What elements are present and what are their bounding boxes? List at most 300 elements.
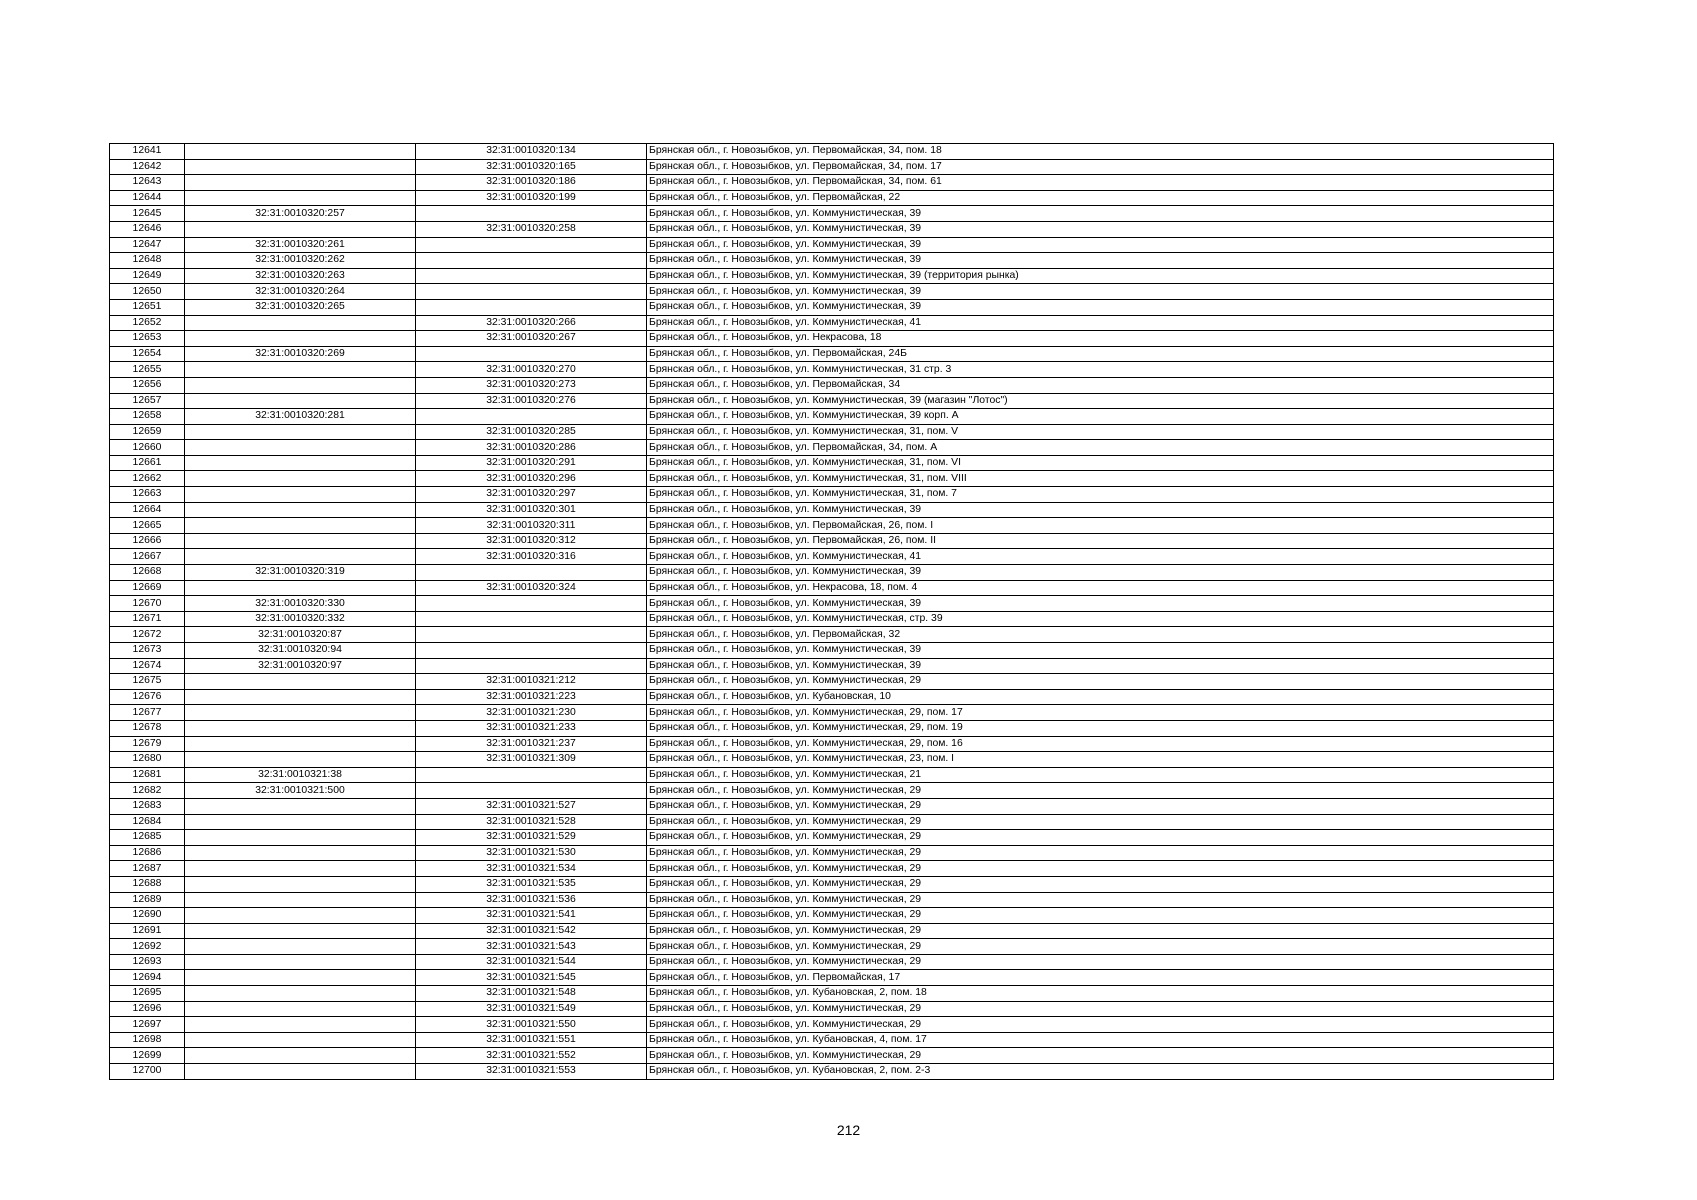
table-row xyxy=(110,1001,1554,1017)
land-cadastral-number-cell: 32:31:0010321:500 xyxy=(185,783,416,799)
row-number-cell: 12655 xyxy=(110,362,185,378)
land-cadastral-number-cell xyxy=(185,892,416,908)
land-cadastral-number-cell xyxy=(185,954,416,970)
row-number-cell: 12645 xyxy=(110,206,185,222)
table-row xyxy=(110,346,1554,362)
address-cell: Брянская обл., г. Новозыбков, ул. Коммунистическая, 29 xyxy=(647,1001,1554,1017)
building-cadastral-number-cell: 32:31:0010321:528 xyxy=(416,814,647,830)
land-cadastral-number-cell xyxy=(185,424,416,440)
row-number-cell: 12674 xyxy=(110,658,185,674)
building-cadastral-number-cell: 32:31:0010320:311 xyxy=(416,518,647,534)
table-row xyxy=(110,611,1554,627)
address-cell: Брянская обл., г. Новозыбков, ул. Коммунистическая, 41 xyxy=(647,315,1554,331)
building-cadastral-number-cell: 32:31:0010321:529 xyxy=(416,830,647,846)
table-row xyxy=(110,424,1554,440)
row-number-cell: 12675 xyxy=(110,674,185,690)
building-cadastral-number-cell: 32:31:0010320:286 xyxy=(416,440,647,456)
address-cell: Брянская обл., г. Новозыбков, ул. Первомайская, 24Б xyxy=(647,346,1554,362)
land-cadastral-number-cell: 32:31:0010320:87 xyxy=(185,627,416,643)
address-cell: Брянская обл., г. Новозыбков, ул. Коммунистическая, 29 xyxy=(647,892,1554,908)
row-number-cell: 12646 xyxy=(110,221,185,237)
address-cell: Брянская обл., г. Новозыбков, ул. Коммунистическая, 39 xyxy=(647,643,1554,659)
address-cell: Брянская обл., г. Новозыбков, ул. Кубановская, 2, пом. 18 xyxy=(647,986,1554,1002)
address-cell: Брянская обл., г. Новозыбков, ул. Первомайская, 34, пом. А xyxy=(647,440,1554,456)
table-row xyxy=(110,331,1554,347)
table-row xyxy=(110,627,1554,643)
table-row xyxy=(110,144,1554,160)
address-cell: Брянская обл., г. Новозыбков, ул. Коммунистическая, 29 xyxy=(647,814,1554,830)
row-number-cell: 12668 xyxy=(110,565,185,581)
row-number-cell: 12665 xyxy=(110,518,185,534)
row-number-cell: 12670 xyxy=(110,596,185,612)
land-cadastral-number-cell xyxy=(185,471,416,487)
building-cadastral-number-cell: 32:31:0010321:212 xyxy=(416,674,647,690)
table-row xyxy=(110,362,1554,378)
row-number-cell: 12676 xyxy=(110,689,185,705)
address-cell: Брянская обл., г. Новозыбков, ул. Коммунистическая, 29 xyxy=(647,1048,1554,1064)
land-cadastral-number-cell xyxy=(185,830,416,846)
address-cell: Брянская обл., г. Новозыбков, ул. Коммунистическая, 29 xyxy=(647,830,1554,846)
table-row xyxy=(110,471,1554,487)
row-number-cell: 12683 xyxy=(110,798,185,814)
building-cadastral-number-cell: 32:31:0010321:534 xyxy=(416,861,647,877)
table-row xyxy=(110,845,1554,861)
address-cell: Брянская обл., г. Новозыбков, ул. Коммунистическая, 29, пом. 17 xyxy=(647,705,1554,721)
address-cell: Брянская обл., г. Новозыбков, ул. Кубановская, 10 xyxy=(647,689,1554,705)
table-row xyxy=(110,549,1554,565)
land-cadastral-number-cell xyxy=(185,1001,416,1017)
land-cadastral-number-cell xyxy=(185,736,416,752)
land-cadastral-number-cell xyxy=(185,923,416,939)
table-row xyxy=(110,736,1554,752)
land-cadastral-number-cell: 32:31:0010320:262 xyxy=(185,253,416,269)
address-cell: Брянская обл., г. Новозыбков, ул. Коммунистическая, 39 xyxy=(647,299,1554,315)
building-cadastral-number-cell: 32:31:0010320:186 xyxy=(416,175,647,191)
land-cadastral-number-cell xyxy=(185,440,416,456)
land-cadastral-number-cell xyxy=(185,720,416,736)
table-row xyxy=(110,752,1554,768)
row-number-cell: 12651 xyxy=(110,299,185,315)
row-number-cell: 12695 xyxy=(110,986,185,1002)
table-row xyxy=(110,315,1554,331)
building-cadastral-number-cell xyxy=(416,596,647,612)
land-cadastral-number-cell: 32:31:0010320:281 xyxy=(185,409,416,425)
land-cadastral-number-cell: 32:31:0010320:257 xyxy=(185,206,416,222)
land-cadastral-number-cell: 32:31:0010320:319 xyxy=(185,565,416,581)
land-cadastral-number-cell: 32:31:0010320:332 xyxy=(185,611,416,627)
row-number-cell: 12642 xyxy=(110,159,185,175)
row-number-cell: 12686 xyxy=(110,845,185,861)
building-cadastral-number-cell: 32:31:0010320:270 xyxy=(416,362,647,378)
land-cadastral-number-cell xyxy=(185,674,416,690)
row-number-cell: 12688 xyxy=(110,876,185,892)
row-number-cell: 12685 xyxy=(110,830,185,846)
address-cell: Брянская обл., г. Новозыбков, ул. Коммунистическая, 39 xyxy=(647,658,1554,674)
table-row xyxy=(110,596,1554,612)
address-cell: Брянская обл., г. Новозыбков, ул. Коммунистическая, 29 xyxy=(647,954,1554,970)
table-row xyxy=(110,237,1554,253)
building-cadastral-number-cell: 32:31:0010320:296 xyxy=(416,471,647,487)
land-cadastral-number-cell xyxy=(185,970,416,986)
building-cadastral-number-cell: 32:31:0010321:550 xyxy=(416,1017,647,1033)
table-row xyxy=(110,798,1554,814)
building-cadastral-number-cell: 32:31:0010320:316 xyxy=(416,549,647,565)
building-cadastral-number-cell xyxy=(416,237,647,253)
table-row xyxy=(110,876,1554,892)
building-cadastral-number-cell: 32:31:0010320:285 xyxy=(416,424,647,440)
address-cell: Брянская обл., г. Новозыбков, ул. Коммунистическая, 21 xyxy=(647,767,1554,783)
building-cadastral-number-cell: 32:31:0010321:545 xyxy=(416,970,647,986)
address-cell: Брянская обл., г. Новозыбков, ул. Коммунистическая, 23, пом. I xyxy=(647,752,1554,768)
row-number-cell: 12694 xyxy=(110,970,185,986)
building-cadastral-number-cell: 32:31:0010320:266 xyxy=(416,315,647,331)
land-cadastral-number-cell xyxy=(185,331,416,347)
building-cadastral-number-cell: 32:31:0010320:312 xyxy=(416,533,647,549)
address-cell: Брянская обл., г. Новозыбков, ул. Коммунистическая, 29 xyxy=(647,674,1554,690)
building-cadastral-number-cell xyxy=(416,346,647,362)
address-cell: Брянская обл., г. Новозыбков, ул. Коммунистическая, 29 xyxy=(647,861,1554,877)
building-cadastral-number-cell: 32:31:0010321:530 xyxy=(416,845,647,861)
row-number-cell: 12657 xyxy=(110,393,185,409)
table-row xyxy=(110,939,1554,955)
building-cadastral-number-cell xyxy=(416,643,647,659)
table-row xyxy=(110,1032,1554,1048)
address-cell: Брянская обл., г. Новозыбков, ул. Коммунистическая, 29 xyxy=(647,1017,1554,1033)
row-number-cell: 12663 xyxy=(110,487,185,503)
land-cadastral-number-cell: 32:31:0010320:330 xyxy=(185,596,416,612)
address-cell: Брянская обл., г. Новозыбков, ул. Коммунистическая, 39 корп. А xyxy=(647,409,1554,425)
land-cadastral-number-cell xyxy=(185,814,416,830)
land-cadastral-number-cell xyxy=(185,845,416,861)
land-cadastral-number-cell xyxy=(185,876,416,892)
building-cadastral-number-cell xyxy=(416,767,647,783)
land-cadastral-number-cell xyxy=(185,580,416,596)
row-number-cell: 12653 xyxy=(110,331,185,347)
table-row xyxy=(110,190,1554,206)
address-cell: Брянская обл., г. Новозыбков, ул. Первомайская, 22 xyxy=(647,190,1554,206)
building-cadastral-number-cell: 32:31:0010321:552 xyxy=(416,1048,647,1064)
row-number-cell: 12652 xyxy=(110,315,185,331)
row-number-cell: 12669 xyxy=(110,580,185,596)
address-cell: Брянская обл., г. Новозыбков, ул. Первомайская, 26, пом. I xyxy=(647,518,1554,534)
table-row xyxy=(110,970,1554,986)
building-cadastral-number-cell xyxy=(416,284,647,300)
address-cell: Брянская обл., г. Новозыбков, ул. Первомайская, 34, пом. 17 xyxy=(647,159,1554,175)
table-row xyxy=(110,175,1554,191)
table-row xyxy=(110,299,1554,315)
row-number-cell: 12641 xyxy=(110,144,185,160)
building-cadastral-number-cell: 32:31:0010320:297 xyxy=(416,487,647,503)
land-cadastral-number-cell: 32:31:0010320:94 xyxy=(185,643,416,659)
land-cadastral-number-cell xyxy=(185,1017,416,1033)
table-row xyxy=(110,830,1554,846)
row-number-cell: 12680 xyxy=(110,752,185,768)
row-number-cell: 12693 xyxy=(110,954,185,970)
row-number-cell: 12664 xyxy=(110,502,185,518)
address-cell: Брянская обл., г. Новозыбков, ул. Коммунистическая, 31, пом. 7 xyxy=(647,487,1554,503)
building-cadastral-number-cell: 32:31:0010320:273 xyxy=(416,377,647,393)
building-cadastral-number-cell xyxy=(416,658,647,674)
building-cadastral-number-cell: 32:31:0010321:542 xyxy=(416,923,647,939)
row-number-cell: 12673 xyxy=(110,643,185,659)
row-number-cell: 12648 xyxy=(110,253,185,269)
row-number-cell: 12644 xyxy=(110,190,185,206)
land-cadastral-number-cell xyxy=(185,144,416,160)
row-number-cell: 12678 xyxy=(110,720,185,736)
table-row xyxy=(110,783,1554,799)
building-cadastral-number-cell xyxy=(416,611,647,627)
land-cadastral-number-cell xyxy=(185,315,416,331)
address-cell: Брянская обл., г. Новозыбков, ул. Коммунистическая, 31, пом. VIII xyxy=(647,471,1554,487)
table-row xyxy=(110,767,1554,783)
building-cadastral-number-cell: 32:31:0010320:134 xyxy=(416,144,647,160)
address-cell: Брянская обл., г. Новозыбков, ул. Коммунистическая, 31, пом. V xyxy=(647,424,1554,440)
address-cell: Брянская обл., г. Новозыбков, ул. Коммунистическая, 39 (территория рынка) xyxy=(647,268,1554,284)
land-cadastral-number-cell xyxy=(185,861,416,877)
address-cell: Брянская обл., г. Новозыбков, ул. Коммунистическая, 39 xyxy=(647,206,1554,222)
address-cell: Брянская обл., г. Новозыбков, ул. Коммунистическая, 29 xyxy=(647,798,1554,814)
building-cadastral-number-cell: 32:31:0010320:258 xyxy=(416,221,647,237)
table-row xyxy=(110,221,1554,237)
table-row xyxy=(110,643,1554,659)
land-cadastral-number-cell: 32:31:0010321:38 xyxy=(185,767,416,783)
land-cadastral-number-cell xyxy=(185,190,416,206)
row-number-cell: 12643 xyxy=(110,175,185,191)
address-cell: Брянская обл., г. Новозыбков, ул. Первомайская, 34 xyxy=(647,377,1554,393)
address-cell: Брянская обл., г. Новозыбков, ул. Некрасова, 18 xyxy=(647,331,1554,347)
address-cell: Брянская обл., г. Новозыбков, ул. Кубановская, 2, пом. 2-3 xyxy=(647,1064,1554,1080)
building-cadastral-number-cell: 32:31:0010321:223 xyxy=(416,689,647,705)
row-number-cell: 12650 xyxy=(110,284,185,300)
land-cadastral-number-cell: 32:31:0010320:263 xyxy=(185,268,416,284)
table-row xyxy=(110,377,1554,393)
table-row xyxy=(110,268,1554,284)
land-cadastral-number-cell xyxy=(185,908,416,924)
row-number-cell: 12681 xyxy=(110,767,185,783)
table-row xyxy=(110,923,1554,939)
building-cadastral-number-cell: 32:31:0010320:276 xyxy=(416,393,647,409)
building-cadastral-number-cell: 32:31:0010320:199 xyxy=(416,190,647,206)
building-cadastral-number-cell: 32:31:0010321:551 xyxy=(416,1032,647,1048)
row-number-cell: 12687 xyxy=(110,861,185,877)
table-row xyxy=(110,658,1554,674)
building-cadastral-number-cell xyxy=(416,783,647,799)
table-row xyxy=(110,206,1554,222)
address-cell: Брянская обл., г. Новозыбков, ул. Первомайская, 32 xyxy=(647,627,1554,643)
table-row xyxy=(110,892,1554,908)
row-number-cell: 12697 xyxy=(110,1017,185,1033)
building-cadastral-number-cell: 32:31:0010321:549 xyxy=(416,1001,647,1017)
land-cadastral-number-cell xyxy=(185,518,416,534)
land-cadastral-number-cell xyxy=(185,705,416,721)
table-row xyxy=(110,565,1554,581)
row-number-cell: 12666 xyxy=(110,533,185,549)
building-cadastral-number-cell xyxy=(416,565,647,581)
row-number-cell: 12661 xyxy=(110,455,185,471)
table-row xyxy=(110,533,1554,549)
building-cadastral-number-cell: 32:31:0010321:233 xyxy=(416,720,647,736)
land-cadastral-number-cell: 32:31:0010320:265 xyxy=(185,299,416,315)
row-number-cell: 12698 xyxy=(110,1032,185,1048)
row-number-cell: 12692 xyxy=(110,939,185,955)
row-number-cell: 12691 xyxy=(110,923,185,939)
address-cell: Брянская обл., г. Новозыбков, ул. Первомайская, 34, пом. 18 xyxy=(647,144,1554,160)
row-number-cell: 12689 xyxy=(110,892,185,908)
address-cell: Брянская обл., г. Новозыбков, ул. Коммунистическая, 29 xyxy=(647,908,1554,924)
row-number-cell: 12684 xyxy=(110,814,185,830)
table-row xyxy=(110,689,1554,705)
table-row xyxy=(110,393,1554,409)
table-row xyxy=(110,284,1554,300)
land-cadastral-number-cell xyxy=(185,175,416,191)
building-cadastral-number-cell: 32:31:0010321:543 xyxy=(416,939,647,955)
address-cell: Брянская обл., г. Новозыбков, ул. Коммунистическая, 41 xyxy=(647,549,1554,565)
page-number: 212 xyxy=(836,1122,861,1138)
building-cadastral-number-cell xyxy=(416,206,647,222)
table-row xyxy=(110,502,1554,518)
building-cadastral-number-cell: 32:31:0010320:324 xyxy=(416,580,647,596)
row-number-cell: 12649 xyxy=(110,268,185,284)
land-cadastral-number-cell: 32:31:0010320:97 xyxy=(185,658,416,674)
building-cadastral-number-cell xyxy=(416,409,647,425)
building-cadastral-number-cell: 32:31:0010320:267 xyxy=(416,331,647,347)
address-cell: Брянская обл., г. Новозыбков, ул. Кубановская, 4, пом. 17 xyxy=(647,1032,1554,1048)
land-cadastral-number-cell xyxy=(185,221,416,237)
land-cadastral-number-cell xyxy=(185,689,416,705)
table-row xyxy=(110,159,1554,175)
table-row xyxy=(110,1017,1554,1033)
land-cadastral-number-cell: 32:31:0010320:261 xyxy=(185,237,416,253)
row-number-cell: 12647 xyxy=(110,237,185,253)
table-row xyxy=(110,1048,1554,1064)
row-number-cell: 12667 xyxy=(110,549,185,565)
table-row xyxy=(110,253,1554,269)
address-cell: Брянская обл., г. Новозыбков, ул. Коммунистическая, 29 xyxy=(647,845,1554,861)
address-cell: Брянская обл., г. Новозыбков, ул. Коммунистическая, 29 xyxy=(647,783,1554,799)
building-cadastral-number-cell xyxy=(416,253,647,269)
table-row xyxy=(110,455,1554,471)
address-cell: Брянская обл., г. Новозыбков, ул. Коммунистическая, 29 xyxy=(647,876,1554,892)
land-cadastral-number-cell xyxy=(185,487,416,503)
building-cadastral-number-cell xyxy=(416,299,647,315)
table-row xyxy=(110,814,1554,830)
registry-table xyxy=(109,143,1554,1080)
row-number-cell: 12700 xyxy=(110,1064,185,1080)
address-cell: Брянская обл., г. Новозыбков, ул. Некрасова, 18, пом. 4 xyxy=(647,580,1554,596)
land-cadastral-number-cell xyxy=(185,1032,416,1048)
table-row xyxy=(110,409,1554,425)
building-cadastral-number-cell xyxy=(416,268,647,284)
address-cell: Брянская обл., г. Новозыбков, ул. Коммунистическая, 39 xyxy=(647,565,1554,581)
row-number-cell: 12658 xyxy=(110,409,185,425)
building-cadastral-number-cell: 32:31:0010321:309 xyxy=(416,752,647,768)
address-cell: Брянская обл., г. Новозыбков, ул. Коммунистическая, 39 (магазин "Лотос") xyxy=(647,393,1554,409)
address-cell: Брянская обл., г. Новозыбков, ул. Коммунистическая, 39 xyxy=(647,237,1554,253)
land-cadastral-number-cell xyxy=(185,752,416,768)
row-number-cell: 12679 xyxy=(110,736,185,752)
land-cadastral-number-cell xyxy=(185,939,416,955)
address-cell: Брянская обл., г. Новозыбков, ул. Первомайская, 17 xyxy=(647,970,1554,986)
table-row xyxy=(110,705,1554,721)
row-number-cell: 12671 xyxy=(110,611,185,627)
building-cadastral-number-cell: 32:31:0010320:165 xyxy=(416,159,647,175)
land-cadastral-number-cell: 32:31:0010320:269 xyxy=(185,346,416,362)
address-cell: Брянская обл., г. Новозыбков, ул. Коммунистическая, 29 xyxy=(647,923,1554,939)
building-cadastral-number-cell xyxy=(416,627,647,643)
table-row xyxy=(110,861,1554,877)
table-row xyxy=(110,487,1554,503)
row-number-cell: 12677 xyxy=(110,705,185,721)
building-cadastral-number-cell: 32:31:0010321:230 xyxy=(416,705,647,721)
address-cell: Брянская обл., г. Новозыбков, ул. Коммунистическая, 31, пом. VI xyxy=(647,455,1554,471)
land-cadastral-number-cell xyxy=(185,1064,416,1080)
land-cadastral-number-cell xyxy=(185,377,416,393)
building-cadastral-number-cell: 32:31:0010320:301 xyxy=(416,502,647,518)
land-cadastral-number-cell xyxy=(185,362,416,378)
table-row xyxy=(110,986,1554,1002)
building-cadastral-number-cell: 32:31:0010321:536 xyxy=(416,892,647,908)
land-cadastral-number-cell xyxy=(185,798,416,814)
table-row xyxy=(110,518,1554,534)
land-cadastral-number-cell xyxy=(185,455,416,471)
row-number-cell: 12662 xyxy=(110,471,185,487)
table-row xyxy=(110,954,1554,970)
row-number-cell: 12696 xyxy=(110,1001,185,1017)
building-cadastral-number-cell: 32:31:0010321:535 xyxy=(416,876,647,892)
address-cell: Брянская обл., г. Новозыбков, ул. Коммунистическая, стр. 39 xyxy=(647,611,1554,627)
land-cadastral-number-cell xyxy=(185,502,416,518)
table-row xyxy=(110,674,1554,690)
address-cell: Брянская обл., г. Новозыбков, ул. Коммунистическая, 29 xyxy=(647,939,1554,955)
building-cadastral-number-cell: 32:31:0010321:544 xyxy=(416,954,647,970)
address-cell: Брянская обл., г. Новозыбков, ул. Коммунистическая, 29, пом. 19 xyxy=(647,720,1554,736)
row-number-cell: 12682 xyxy=(110,783,185,799)
row-number-cell: 12656 xyxy=(110,377,185,393)
address-cell: Брянская обл., г. Новозыбков, ул. Коммунистическая, 39 xyxy=(647,284,1554,300)
building-cadastral-number-cell: 32:31:0010321:553 xyxy=(416,1064,647,1080)
address-cell: Брянская обл., г. Новозыбков, ул. Коммунистическая, 39 xyxy=(647,502,1554,518)
building-cadastral-number-cell: 32:31:0010321:237 xyxy=(416,736,647,752)
address-cell: Брянская обл., г. Новозыбков, ул. Первомайская, 26, пом. II xyxy=(647,533,1554,549)
row-number-cell: 12690 xyxy=(110,908,185,924)
row-number-cell: 12672 xyxy=(110,627,185,643)
table-row xyxy=(110,908,1554,924)
land-cadastral-number-cell xyxy=(185,393,416,409)
address-cell: Брянская обл., г. Новозыбков, ул. Первомайская, 34, пом. 61 xyxy=(647,175,1554,191)
land-cadastral-number-cell xyxy=(185,1048,416,1064)
address-cell: Брянская обл., г. Новозыбков, ул. Коммунистическая, 31 стр. 3 xyxy=(647,362,1554,378)
address-cell: Брянская обл., г. Новозыбков, ул. Коммунистическая, 39 xyxy=(647,596,1554,612)
building-cadastral-number-cell: 32:31:0010321:541 xyxy=(416,908,647,924)
table-row xyxy=(110,1064,1554,1080)
land-cadastral-number-cell: 32:31:0010320:264 xyxy=(185,284,416,300)
row-number-cell: 12699 xyxy=(110,1048,185,1064)
registry-table-body xyxy=(110,144,1554,1080)
building-cadastral-number-cell: 32:31:0010321:548 xyxy=(416,986,647,1002)
row-number-cell: 12660 xyxy=(110,440,185,456)
row-number-cell: 12654 xyxy=(110,346,185,362)
address-cell: Брянская обл., г. Новозыбков, ул. Коммунистическая, 29, пом. 16 xyxy=(647,736,1554,752)
address-cell: Брянская обл., г. Новозыбков, ул. Коммунистическая, 39 xyxy=(647,253,1554,269)
land-cadastral-number-cell xyxy=(185,986,416,1002)
table-row xyxy=(110,580,1554,596)
building-cadastral-number-cell: 32:31:0010321:527 xyxy=(416,798,647,814)
land-cadastral-number-cell xyxy=(185,159,416,175)
land-cadastral-number-cell xyxy=(185,533,416,549)
land-cadastral-number-cell xyxy=(185,549,416,565)
table-row xyxy=(110,440,1554,456)
row-number-cell: 12659 xyxy=(110,424,185,440)
